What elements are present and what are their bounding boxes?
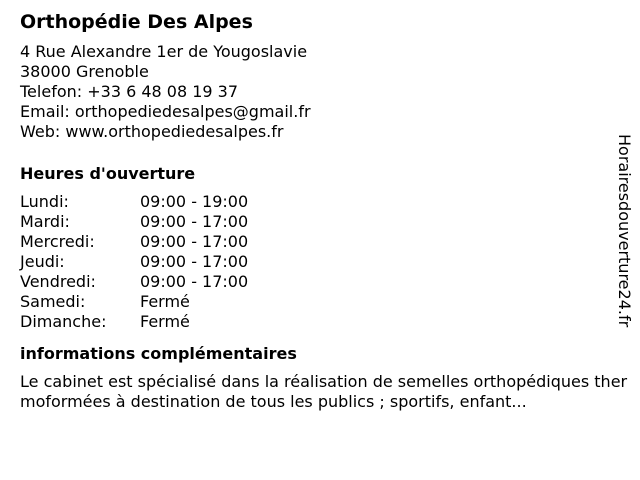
site-watermark: Horairesdouverture24.fr bbox=[615, 134, 634, 328]
hours-day: Vendredi: bbox=[20, 272, 96, 291]
hours-time: 09:00 - 19:00 bbox=[140, 192, 249, 211]
additional-info-heading: informations complémentaires bbox=[20, 344, 297, 363]
hours-time: 09:00 - 17:00 bbox=[140, 212, 249, 231]
phone-line: Telefon: +33 6 48 08 19 37 bbox=[20, 82, 239, 101]
address-city: 38000 Grenoble bbox=[20, 62, 149, 81]
additional-info-text: Le cabinet est spécialisé dans la réalisation de semelles orthopédiques thermoformées à destination de tous les publics ; sportifs, enfant... bbox=[20, 372, 628, 411]
hours-day: Samedi: bbox=[20, 292, 86, 311]
hours-time: Fermé bbox=[140, 312, 190, 331]
hours-row-monday bbox=[20, 192, 610, 212]
hours-row-sunday bbox=[20, 312, 610, 332]
business-name: Orthopédie Des Alpes bbox=[20, 11, 253, 33]
hours-day: Mercredi: bbox=[20, 232, 95, 251]
hours-row-friday bbox=[20, 272, 610, 292]
hours-day: Dimanche: bbox=[20, 312, 107, 331]
hours-time: 09:00 - 17:00 bbox=[140, 232, 249, 251]
hours-row-tuesday bbox=[20, 212, 610, 232]
opening-hours-heading: Heures d'ouverture bbox=[20, 164, 196, 183]
address-street: 4 Rue Alexandre 1er de Yougoslavie bbox=[20, 42, 308, 61]
hours-day: Lundi: bbox=[20, 192, 69, 211]
hours-day: Mardi: bbox=[20, 212, 70, 231]
opening-hours-table bbox=[20, 192, 610, 332]
hours-day: Jeudi: bbox=[20, 252, 65, 271]
email-line: Email: orthopediedesalpes@gmail.fr bbox=[20, 102, 311, 121]
hours-row-thursday bbox=[20, 252, 610, 272]
hours-time: 09:00 - 17:00 bbox=[140, 272, 249, 291]
web-line: Web: www.orthopediedesalpes.fr bbox=[20, 122, 284, 141]
hours-row-saturday bbox=[20, 292, 610, 312]
hours-time: 09:00 - 17:00 bbox=[140, 252, 249, 271]
hours-time: Fermé bbox=[140, 292, 190, 311]
hours-row-wednesday bbox=[20, 232, 610, 252]
